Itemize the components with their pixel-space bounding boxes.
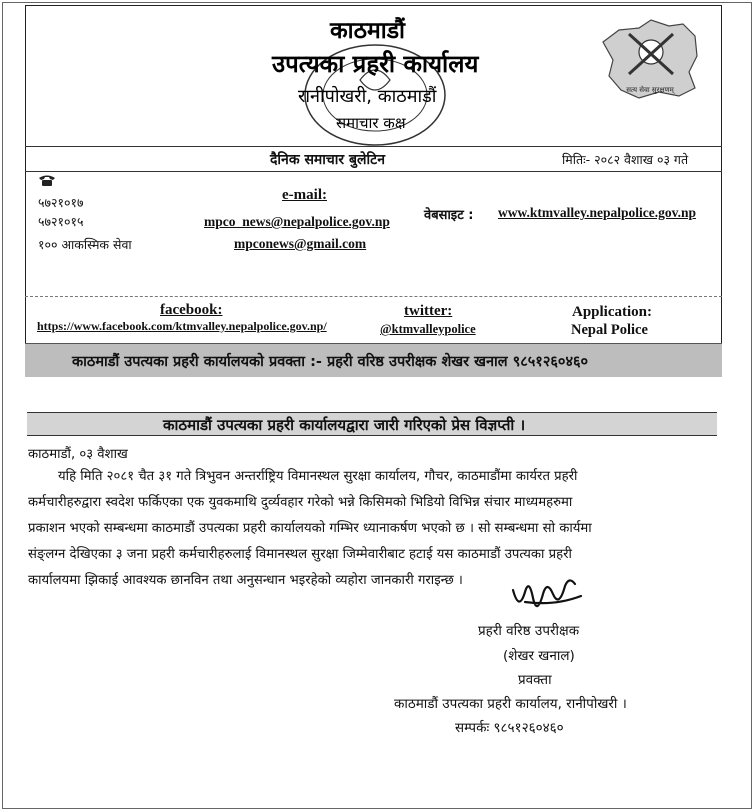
org-location: रानीपोखरी, काठमाडौं (298, 86, 437, 107)
release-line-1: यहि मिति २०८१ चैत ३१ गते त्रिभुवन अन्तर्राष्ट्रिय विमानस्थल सुरक्षा कार्यालय, गौचर, काठमाडौंमा कार्यरत प्रहरी (58, 469, 578, 484)
emergency-number: १०० आकस्मिक सेवा (38, 237, 132, 252)
website-label: वेबसाइट : (424, 208, 474, 223)
signoff-name: (शेखर खनाल) (503, 648, 575, 664)
bulletin-date: मितिः- २०८२ वैशाख ०३ गते (562, 152, 689, 167)
release-line-3: प्रकाशन भएको सम्बन्धमा काठमाडौं उपत्यका प्रहरी कार्यालयको गम्भिर ध्यानाकर्षण भएको छ । सो सम्बन्धमा सो कार्यमा (28, 521, 592, 536)
application-name: Nepal Police (571, 322, 648, 338)
signoff-contact: सम्पर्कः ९८५१२६०४६० (455, 720, 564, 736)
email-link-1[interactable]: mpco_news@nepalpolice.gov.np (204, 214, 390, 229)
telephone-icon (38, 174, 56, 187)
release-line-2: कर्मचारीहरुद्वारा स्वदेश फर्किएका एक युवकमाथि दुर्व्यवहार गरेको भन्ने किसिमको भिडियो विभिन्न संचार माध्यमहरुमा (28, 495, 573, 510)
facebook-label: facebook: (160, 302, 223, 318)
release-title: काठमाडौं उपत्यका प्रहरी कार्यालयद्वारा जारी गरिएको प्रेस विज्ञप्ती । (163, 416, 526, 434)
nepal-police-emblem-icon (599, 12, 701, 100)
website-link[interactable]: www.ktmvalley.nepalpolice.gov.np (498, 205, 697, 220)
handwritten-signature-icon (505, 568, 595, 628)
release-line-5: कार्यालयमा झिकाई आवश्यक छानविन तथा अनुसन्धान भइरहेको व्यहोरा जानकारी गराइन्छ । (28, 573, 463, 588)
signoff-role: प्रवक्ता (518, 672, 552, 688)
phone-number-2: ५७२१०१५ (38, 214, 84, 229)
svg-text:सत्य सेवा सुरक्षणम्: सत्य सेवा सुरक्षणम् (626, 86, 674, 94)
twitter-label: twitter: (404, 303, 453, 319)
email-link-2[interactable]: mpconews@gmail.com (234, 236, 367, 251)
header-top-rule (25, 146, 722, 147)
header-mid-rule (25, 171, 722, 172)
facebook-link[interactable]: https://www.facebook.com/ktmvalley.nepalpolice.gov.np/ (37, 319, 327, 333)
org-name: उपत्यका प्रहरी कार्यालय (272, 50, 479, 78)
bulletin-title: दैनिक समाचार बुलेटिन (270, 152, 385, 168)
section-name: समाचार कक्ष (336, 114, 406, 132)
spokesperson-text: काठमाडौं उपत्यका प्रहरी कार्यालयको प्रवक्ता :- प्रहरी वरिष्ठ उपरीक्षक शेखर खनाल ९८५१२६०४६० (72, 354, 589, 370)
signoff-office: काठमाडौं उपत्यका प्रहरी कार्यालय, रानीपोखरी । (394, 696, 627, 712)
email-label: e-mail: (282, 187, 327, 203)
contacts-divider (25, 296, 722, 297)
twitter-link[interactable]: @ktmvalleypolice (380, 322, 476, 336)
release-dateline: काठमाडौं, ०३ वैशाख (28, 447, 128, 462)
application-label: Application: (572, 304, 653, 320)
org-city: काठमाडौं (330, 18, 405, 44)
signoff-rank: प्रहरी वरिष्ठ उपरीक्षक (478, 623, 580, 639)
phone-number-1: ५७२१०१७ (38, 195, 84, 210)
release-line-4: संङ्लग्न देखिएका ३ जना प्रहरी कर्मचारीहरुलाई विमानस्थल सुरक्षा जिम्मेवारीबाट हटाई यस काठमाडौं उपत्यका प्रहरी (28, 547, 572, 562)
